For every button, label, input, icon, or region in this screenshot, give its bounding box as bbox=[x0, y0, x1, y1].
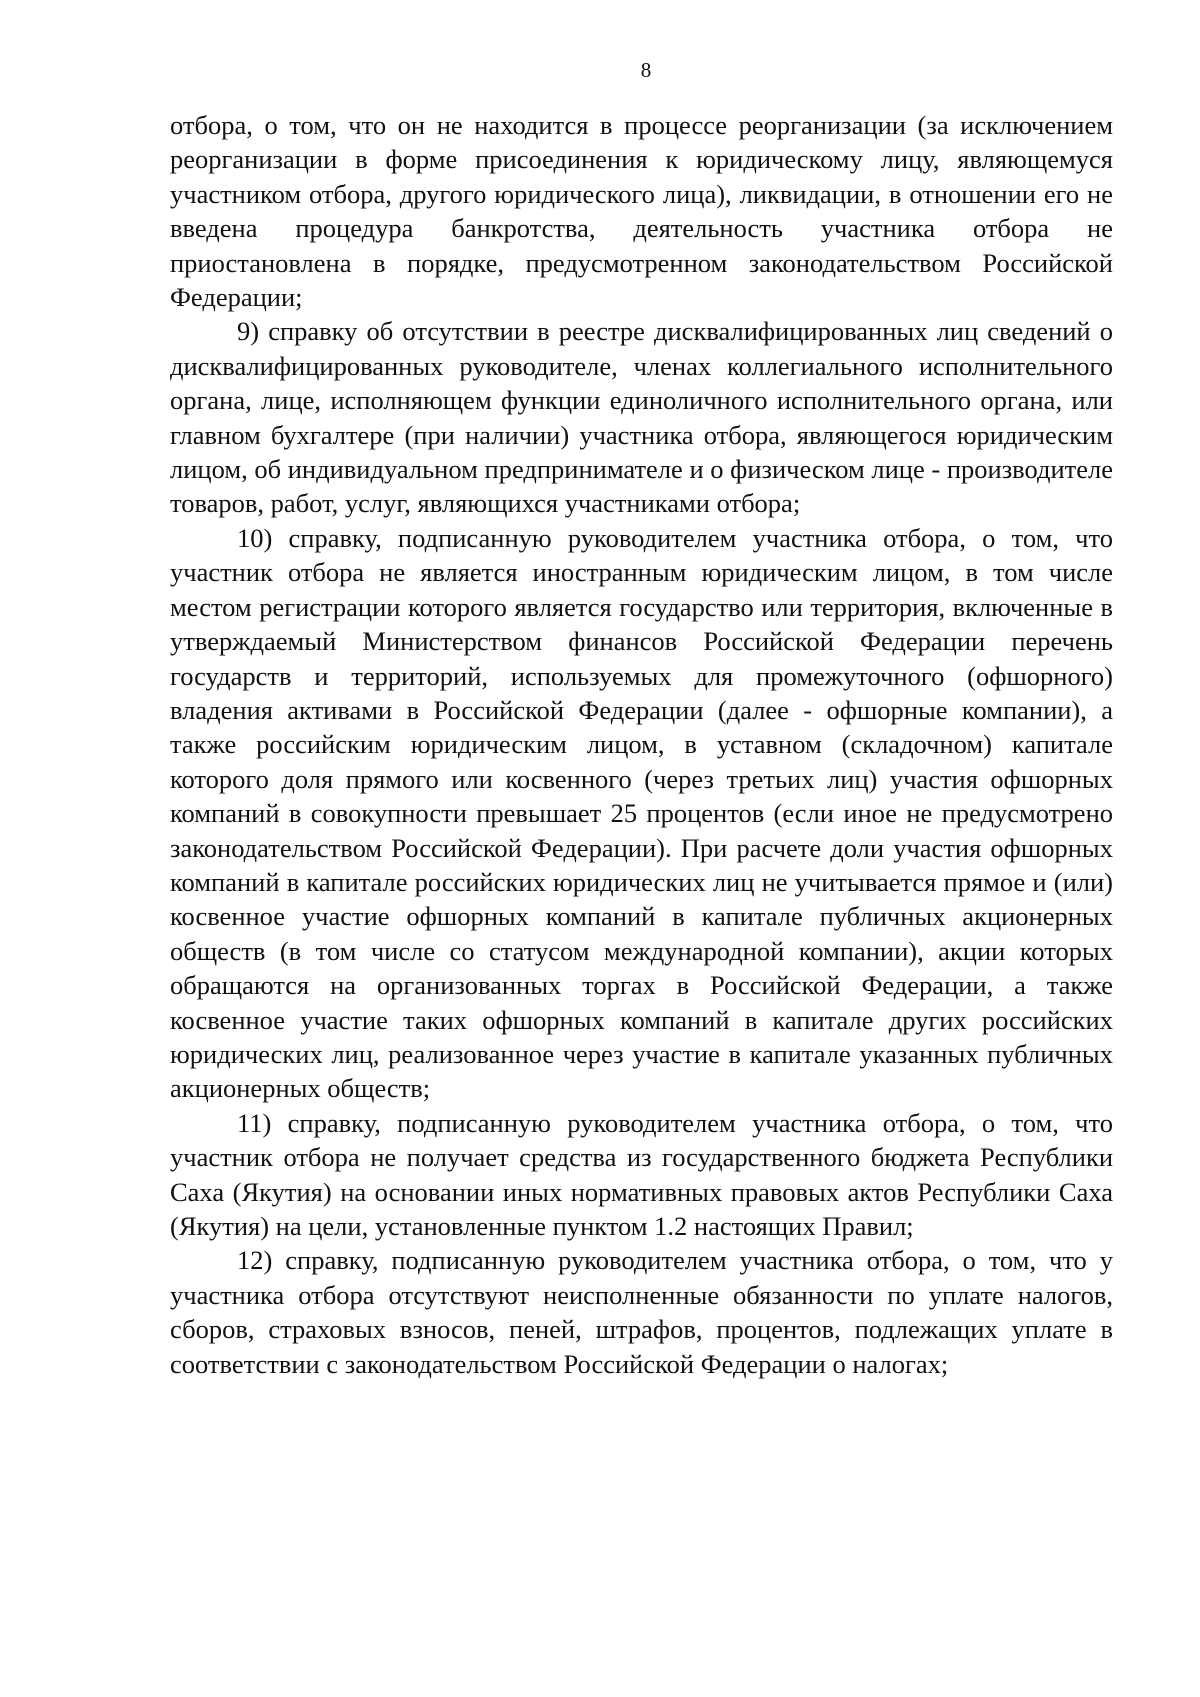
page-number: 8 bbox=[640, 58, 652, 82]
paragraph-item-9: 9) справку об отсутствии в реестре дисквалифицированных лиц сведений о дисквалифицированных руководителе, членах коллегиального исполнительного органа, лице, исполняющем функции единоличного исполнительного органа, или главном бухгалтере (при наличии) участника отбора, являющегося юридическим лицом, об индивидуальном предпринимателе и о физическом лице - производителе товаров, работ, услуг, являющихся участниками отбора; bbox=[170, 316, 1113, 519]
paragraph-item-10: 10) справку, подписанную руководителем участника отбора, о том, что участник отбора не является иностранным юридическим лицом, в том числе местом регистрации которого является государство или территория, включенные в утверждаемый Министерством финансов Российской Федерации перечень государств и территорий, используемых для промежуточного (офшорного) владения активами в Российской Федерации (далее - офшорные компании), а также российским юридическим лицом, в уставном (складочном) капитале которого доля прямого или косвенного (через третьих лиц) участия офшорных компаний в совокупности превышает 25 процентов (если иное не предусмотрено законодательством Российской Федерации). При расчете доли участия офшорных компаний в капитале российских юридических лиц не учитывается прямое и (или) косвенное участие офшорных компаний в капитале публичных акционерных обществ (в том числе со статусом международной компании), акции которых обращаются на организованных торгах в Российской Федерации, а также косвенное участие таких офшорных компаний в капитале других российских юридических лиц, реализованное через участие в капитале указанных публичных акционерных обществ; bbox=[170, 522, 1113, 1104]
document-body bbox=[170, 108, 1113, 1381]
paragraph-continuation: отбора, о том, что он не находится в процессе реорганизации (за исключением реорганизации в форме присоединения к юридическому лицу, являющемуся участником отбора, другого юридического лица), ликвидации, в отношении его не введена процедура банкротства, деятельность участника отбора не приостановлена в порядке, предусмотренном законодательством Российской Федерации; bbox=[170, 110, 1113, 313]
paragraph-item-12: 12) справку, подписанную руководителем участника отбора, о том, что у участника отбора отсутствуют неисполненные обязанности по уплате налогов, сборов, страховых взносов, пеней, штрафов, процентов, подлежащих уплате в соответствии с законодательством Российской Федерации о налогах; bbox=[170, 1245, 1113, 1379]
paragraph-item-11: 11) справку, подписанную руководителем участника отбора, о том, что участник отбора не получает средства из государственного бюджета Республики Саха (Якутия) на основании иных нормативных правовых актов Республики Саха (Якутия) на цели, установленные пунктом 1.2 настоящих Правил; bbox=[170, 1107, 1113, 1241]
